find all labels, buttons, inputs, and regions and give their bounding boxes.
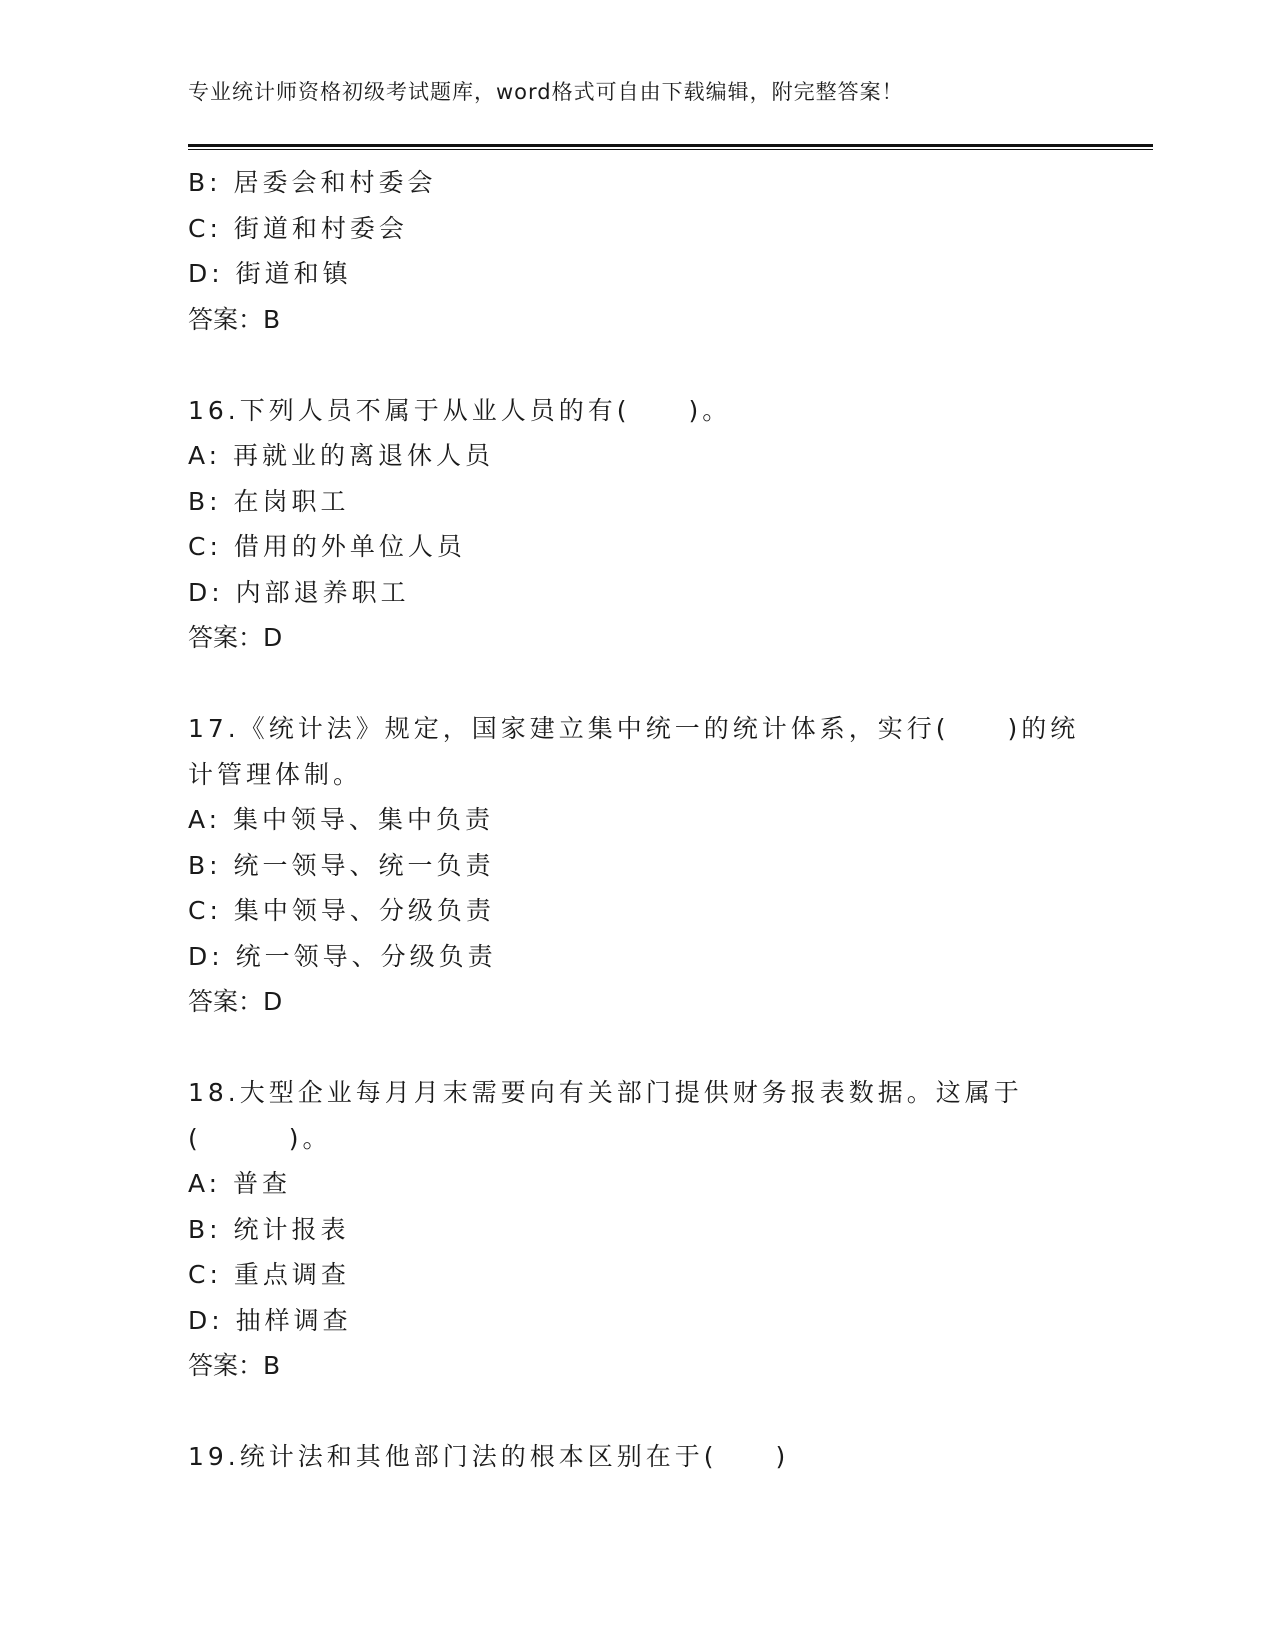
- answer: 答案：D: [188, 623, 283, 652]
- question-stem: 16.下列人员不属于从业人员的有( )。: [188, 395, 732, 425]
- option-c: C: 借用的外单位人员: [188, 532, 466, 561]
- question-stem-continued: 计管理体制。: [188, 759, 363, 789]
- option-d: D: 抽样调查: [188, 1305, 352, 1335]
- question-stem-continued: ( )。: [188, 1123, 332, 1153]
- option-d: D: 统一领导、分级负责: [188, 941, 497, 971]
- document-header: 专业统计师资格初级考试题库，word格式可自由下载编辑，附完整答案！: [188, 80, 904, 104]
- option-a: A: 普查: [188, 1169, 292, 1198]
- option-d: D: 街道和镇: [188, 259, 352, 288]
- answer: 答案：B: [188, 304, 281, 334]
- option-a: A: 集中领导、集中负责: [188, 805, 495, 834]
- option-b: B: 统一领导、统一负责: [188, 850, 495, 880]
- carryover-question: [188, 160, 1088, 342]
- option-a: A: 再就业的离退休人员: [188, 441, 495, 470]
- question-stem: 17.《统计法》规定，国家建立集中统一的统计体系，实行( )的统: [188, 714, 1080, 743]
- option-c: C: 重点调查: [188, 1260, 350, 1289]
- question-stem: 18.大型企业每月月末需要向有关部门提供财务报表数据。这属于: [188, 1078, 1023, 1107]
- answer: 答案：B: [188, 1351, 281, 1380]
- option-b: B: 统计报表: [188, 1214, 350, 1244]
- question-16: [188, 388, 1088, 661]
- question-stem: 19.统计法和其他部门法的根本区别在于( ): [188, 1442, 790, 1471]
- question-17: [188, 706, 1088, 1025]
- document-body: [188, 160, 1088, 1480]
- option-c: C: 集中领导、分级负责: [188, 896, 495, 925]
- question-19: [188, 1434, 1088, 1480]
- question-18: [188, 1070, 1088, 1389]
- header-rule-thin: [188, 149, 1153, 150]
- option-d: D: 内部退养职工: [188, 577, 410, 607]
- option-b: B: 在岗职工: [188, 486, 350, 516]
- option-c: C: 街道和村委会: [188, 213, 408, 243]
- answer: 答案：D: [188, 987, 283, 1016]
- header-rule-thick: [188, 144, 1153, 147]
- option-b: B: 居委会和村委会: [188, 168, 437, 197]
